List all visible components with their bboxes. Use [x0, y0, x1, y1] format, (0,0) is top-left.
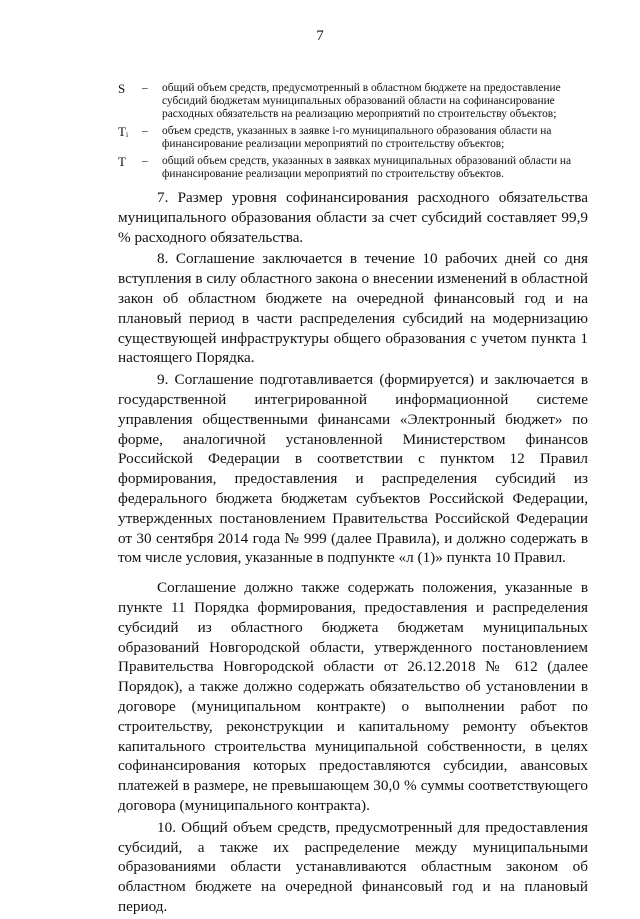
document-body — [118, 188, 588, 919]
page-number: 7 — [316, 28, 324, 44]
definition-symbol: T — [118, 154, 126, 169]
definition-text: объем средств, указанных в заявке i-го муниципального образования области на финансирование реализации мероприятий по строительству объектов; — [162, 125, 552, 150]
definition-row-ti — [118, 125, 588, 151]
definition-text: общий объем средств, указанных в заявках муниципальных образований области на финансирование реализации мероприятий по строительству объектов. — [162, 155, 572, 180]
definition-text: общий объем средств, предусмотренный в областном бюджете на предоставление субсидий бюджетам муниципальных образований области на софинансирование расходных обязательств на реализацию мероприятий по строительству объектов; — [162, 82, 561, 120]
definition-symbol: S — [118, 81, 126, 96]
paragraph-9-continued: Соглашение должно также содержать положения, указанные в пункте 11 Порядка формирования, предоставления и распределения субсидий из областного бюджета бюджетам муниципальных образований Новгородской области, утвержденного постановлением Правительства Новгородской области от 26.12.2018 № 612 (далее Порядок), а также должно содержать обязательство об установлении в договоре (муниципальном контракте) о выполнении работ по строительству, реконструкции и капитальному ремонту объектов капитального строительства муниципальной собственности, в целях софинансирования которых предоставляются субсидии, авансовых платежей в размере, не превышающем 30,0 % суммы соответствующего договора (муниципального контракта). — [118, 579, 588, 814]
definition-row-t — [118, 155, 588, 181]
definition-dash: – — [142, 125, 148, 137]
definition-row-s — [118, 82, 588, 121]
definition-dash: – — [142, 82, 148, 94]
paragraph-10: 10. Общий объем средств, предусмотренный для предоставления субсидий, а также их распределение между муниципальными образованиями области устанавливаются областным законом об областном бюджете на очередной финансовый год и на плановый период. — [118, 818, 588, 915]
paragraph-8: 8. Соглашение заключается в течение 10 рабочих дней со дня вступления в силу областного закона о внесении изменений в областной закон об областном бюджете на очередной финансовый год и на плановый период в части распределения субсидий на модернизацию существующей инфраструктуры общего образования с учетом пункта 1 настоящего Порядка. — [118, 250, 588, 367]
definition-dash: – — [142, 155, 148, 167]
paragraph-7: 7. Размер уровня софинансирования расходного обязательства муниципального образования области за счет субсидий составляет 99,9 % расходного обязательства. — [118, 189, 588, 246]
paragraph-9: 9. Соглашение подготавливается (формируется) и заключается в государственной интегрированной информационной системе управления общественными финансами «Электронный бюджет» по форме, аналогичной установленной Министерством финансов Российской Федерации в соответствии с пунктом 12 Правил формирования, предоставления и распределения субсидий из федерального бюджета бюджетам субъектов Российской Федерации, утвержденных постановлением Правительства Российской Федерации от 30 сентября 2014 года № 999 (далее Правила), и должно содержать в том числе условия, указанные в подпункте «л (1)» пункта 10 Правил. — [118, 371, 588, 567]
definition-symbol: Tᵢ — [118, 124, 129, 139]
formula-definitions — [118, 82, 588, 185]
